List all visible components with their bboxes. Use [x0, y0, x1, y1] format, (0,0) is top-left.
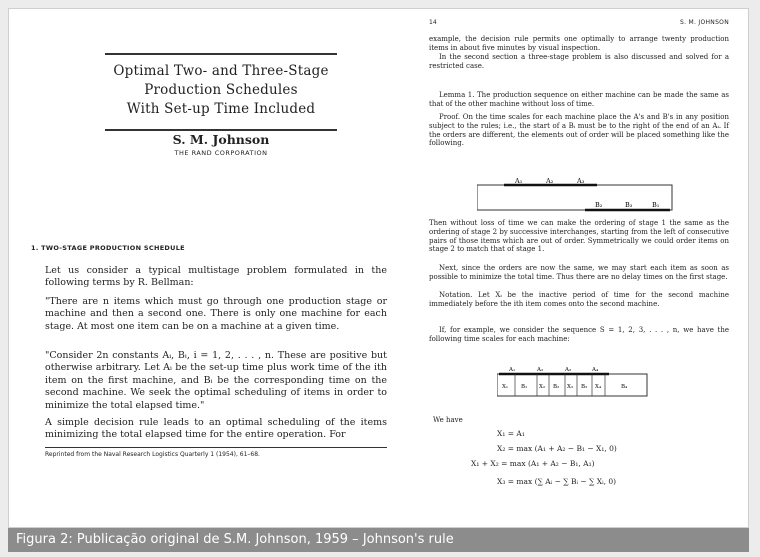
diagram1-label-b3: B₃ [625, 201, 633, 209]
left-page [21, 9, 407, 527]
diagram2-label-b3: B₃ [581, 384, 588, 390]
diagram1-label-b2: B₂ [595, 201, 603, 209]
diagram1-label-b1: B₁ [652, 201, 660, 209]
diagram2-label-a1: A₁ [509, 367, 516, 373]
equation-2: X₂ = max (A₁ + A₂ − B₁ − X₁, 0) [497, 444, 617, 453]
time-scale-diagram-2 [497, 364, 649, 400]
paragraph-2: "There are n items which must go through one production stage or machine and then a second one. There is only one machine for each stage. At most one item can be on a machine at a given time. [45, 296, 387, 332]
paragraph-3: "Consider 2n constants Aᵢ, Bᵢ, i = 1, 2, . . . , n. These are positive but otherwise arbitrary. Let Aᵢ be the set-up time plus work time of the ith item on the first machine, and Bᵢ be the corresponding time on the second machine. We seek the optimal scheduling of items in order to minimize the total elapsed time." [45, 350, 387, 411]
diagram2-label-a3: A₃ [565, 367, 572, 373]
running-head: S. M. JOHNSON [679, 19, 729, 26]
equation-3: X₁ + X₂ = max (A₁ + A₂ − B₁, A₁) [471, 459, 595, 468]
time-scale-diagram-1 [477, 177, 677, 219]
we-have-label: We have [433, 416, 463, 424]
diagram1-label-a3: A₃ [577, 177, 585, 185]
right-paragraph-7: Notation. Let Xᵢ be the inactive period of time for the second machine immediately before the ith item comes onto the second machine. [429, 291, 729, 308]
right-paragraph-4: Proof. On the time scales for each machine place the A's and B's in any position subject to the rules; i.e., the start of a Bᵢ must be to the right of the end of an Aᵢ. If the orders are different, the elements out of order will be placed something like the following. [429, 113, 729, 148]
title-line-3: With Set-up Time Included [126, 101, 316, 117]
right-paragraph-5: Then without loss of time we can make the ordering of stage 1 the same as the ordering of stage 2 by successive interchanges, starting from the left of consecutive pairs of those items which are out of order. Symmetrically we could order items on stage 2 to match that of stage 1. [429, 219, 729, 254]
title-line-2: Production Schedules [144, 82, 298, 98]
affiliation: THE RAND CORPORATION [174, 149, 268, 157]
paragraph-4: A simple decision rule leads to an optimal scheduling of the items minimizing the total elapsed time for the entire operation. For [45, 417, 387, 441]
figure-frame [8, 8, 749, 528]
diagram2-label-b4: B₄ [621, 384, 628, 390]
diagram2-label-x3: X₃ [567, 384, 574, 390]
paragraph-1: Let us consider a typical multistage problem formulated in the following terms by R. Bellman: [45, 265, 387, 289]
right-paragraph-2: In the second section a three-stage problem is also discussed and solved for a restricted case. [429, 53, 729, 70]
diagram2-label-b1: B₁ [521, 384, 528, 390]
diagram2-label-a4: A₄ [592, 367, 599, 373]
author: S. M. Johnson [172, 132, 270, 147]
diagram1-label-a1: A₁ [515, 177, 523, 185]
footnote: Reprinted from the Naval Research Logistics Quarterly 1 (1954), 61–68. [45, 447, 387, 458]
equation-4: X₃ = max (∑ Aᵢ − ∑ Bᵢ − ∑ Xᵢ, 0) [497, 477, 617, 486]
page-number: 14 [429, 19, 437, 26]
section-heading: 1. TWO-STAGE PRODUCTION SCHEDULE [31, 244, 185, 252]
diagram2-label-x1: X₁ [502, 384, 509, 390]
title-line-1: Optimal Two- and Three-Stage [113, 63, 329, 79]
right-page [419, 9, 737, 527]
figure-caption: Figura 2: Publicação original de S.M. Johnson, 1959 – Johnson's rule [8, 528, 749, 552]
diagram1-label-a2: A₂ [546, 177, 554, 185]
equation-1: X₁ = A₁ [497, 429, 525, 438]
diagram2-label-x2: X₂ [539, 384, 546, 390]
diagram2-label-x4: X₄ [595, 384, 602, 390]
right-paragraph-3: Lemma 1. The production sequence on either machine can be made the same as that of the other machine without loss of time. [429, 91, 729, 108]
right-paragraph-6: Next, since the orders are now the same, we may start each item as soon as possible to minimize the total time. Thus there are no delay times on the first stage. [429, 264, 729, 281]
right-paragraph-1: example, the decision rule permits one optimally to arrange twenty production items in about five minutes by visual inspection. [429, 35, 729, 52]
diagram2-label-b2: B₂ [553, 384, 560, 390]
paper-title-box [105, 53, 337, 131]
diagram2-label-a2: A₂ [537, 367, 544, 373]
right-paragraph-8: If, for example, we consider the sequence S = 1, 2, 3, . . . , n, we have the following time scales for each machine: [429, 326, 729, 343]
